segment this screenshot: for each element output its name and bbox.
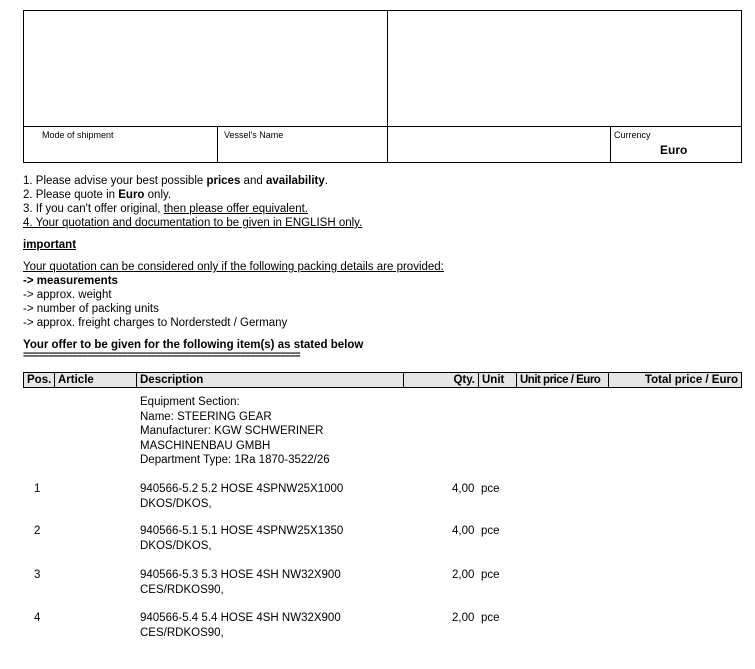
row-unit: pce <box>481 525 500 537</box>
instruction-1-availability: availability <box>265 175 325 187</box>
row-pos: 4 <box>34 612 41 624</box>
row-qty: 4,00 <box>452 483 475 495</box>
offer-rule: ======================================================== <box>23 350 300 361</box>
packing-item-units: -> number of packing units <box>23 303 159 315</box>
instruction-1-text: 1. Please advise your best possible <box>23 175 207 187</box>
instruction-4: 4. Your quotation and documentation to be given in ENGLISH only. <box>23 217 363 229</box>
column-header-article: Article <box>54 372 137 388</box>
packing-item-measurements: -> measurements <box>23 275 118 287</box>
offer-heading: Your offer to be given for the following item(s) as stated below <box>23 339 364 351</box>
vessel-name-label: Vessel's Name <box>224 130 284 140</box>
mode-of-shipment-label: Mode of shipment <box>42 130 114 140</box>
currency-label: Currency <box>614 130 651 140</box>
instruction-2 <box>23 188 171 202</box>
row-description-cont: DKOS/DKOS, <box>140 497 212 510</box>
row-unit: pce <box>481 612 500 624</box>
row-pos: 2 <box>34 525 41 537</box>
equipment-line: Manufacturer: KGW SCHWERINER <box>140 425 324 437</box>
row-description: 940566-5.1 5.1 HOSE 4SPNW25X1350 <box>140 525 344 537</box>
row-description: 940566-5.2 5.2 HOSE 4SPNW25X1000 <box>140 483 344 495</box>
equipment-line: MASCHINENBAU GMBH <box>140 439 271 452</box>
instruction-2-currency: Euro <box>118 189 145 201</box>
packing-item-freight: -> approx. freight charges to Norderstedt / Germany <box>23 317 288 329</box>
column-header-total-price: Total price / Euro <box>608 372 742 388</box>
currency-value: Euro <box>660 143 688 157</box>
equipment-line: Equipment Section: <box>140 396 240 408</box>
row-description-cont: CES/RDKOS90, <box>140 583 224 596</box>
blank-cell <box>387 126 611 163</box>
instruction-3-text: 3. If you can't offer original, <box>23 203 164 215</box>
instruction-2-text: 2. Please quote in <box>23 189 119 201</box>
instruction-2-end: only. <box>144 189 172 201</box>
currency-cell <box>610 126 742 163</box>
vessel-name-cell <box>217 126 388 163</box>
equipment-line: Name: STEERING GEAR <box>140 410 272 423</box>
row-description: 940566-5.4 5.4 HOSE 4SH NW32X900 <box>140 612 341 624</box>
row-description: 940566-5.3 5.3 HOSE 4SH NW32X900 <box>140 569 341 581</box>
row-qty: 2,00 <box>452 612 475 624</box>
row-unit: pce <box>481 483 500 495</box>
row-qty: 2,00 <box>452 569 475 581</box>
important-heading: important <box>23 239 77 251</box>
column-header-qty: Qty. <box>403 372 479 388</box>
column-header-pos: Pos. <box>23 372 55 388</box>
equipment-line: Department Type: 1Ra 1870-3522/26 <box>140 454 330 466</box>
column-header-unit-price: Unit price / Euro <box>516 372 609 388</box>
instruction-1 <box>23 174 328 188</box>
instruction-1-prices: prices <box>206 175 241 187</box>
column-header-description: Description <box>136 372 404 388</box>
row-unit: pce <box>481 569 500 581</box>
row-pos: 3 <box>34 569 41 581</box>
instruction-3-underlined: then please offer equivalent. <box>163 203 308 215</box>
header-right-box <box>387 10 742 127</box>
row-qty: 4,00 <box>452 525 475 537</box>
packing-item-weight: -> approx. weight <box>23 289 112 301</box>
mode-of-shipment-cell <box>23 126 218 163</box>
column-header-unit: Unit <box>478 372 517 388</box>
row-description-cont: CES/RDKOS90, <box>140 626 224 639</box>
instruction-1-and: and <box>240 175 266 187</box>
instruction-1-end: . <box>324 175 328 187</box>
row-description-cont: DKOS/DKOS, <box>140 539 212 552</box>
important-condition: Your quotation can be considered only if the following packing details are provided: <box>23 261 444 273</box>
row-pos: 1 <box>34 483 41 495</box>
header-left-box <box>23 10 388 127</box>
instruction-3 <box>23 202 308 216</box>
